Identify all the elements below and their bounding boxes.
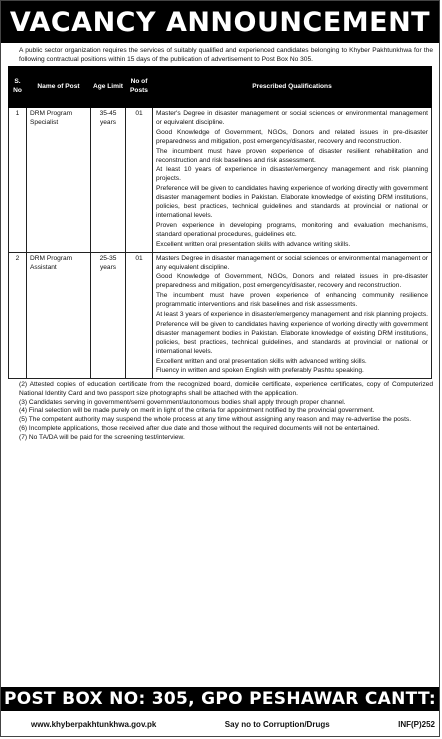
note-item: (5) The competent authority may suspend the whole process at any time without assigning any reason and may re-advertise the posts. (19, 416, 412, 424)
slogan-text: Say no to Corruption/Drugs (224, 719, 330, 729)
bottom-bar (1, 713, 439, 735)
qualification-item: Masters Degree in disaster management or social sciences or environmental management or any equivalent discipline. (156, 254, 428, 271)
header-post: Name of Post (27, 67, 91, 108)
row-sno: 1 (9, 108, 27, 253)
header-qualifications: Prescribed Qualifications (153, 67, 432, 108)
website-link[interactable]: www.khyberpakhtunkhwa.gov.pk (31, 719, 157, 729)
row-sno: 2 (9, 252, 27, 379)
qualification-item: Excellent written oral presentation skills with advance writing skills. (156, 240, 351, 248)
row-post: DRM Program Specialist (27, 108, 91, 253)
header-posts: No of Posts (126, 67, 153, 108)
qualification-item: The incumbent must have proven experience of disaster resilient rehabilitation and reconstruction and risk baselines and risk assessment. (156, 147, 428, 164)
intro-paragraph: A public sector organization requires the services of suitably qualified and experienced candidates belonging to Khyber Pakhtunkhwa for the following contractual positions within 15 days of the publication of advertisement to Post Box No 305. (19, 47, 433, 63)
qualification-item: Preference will be given to candidates having experience of working directly with government disaster management bodies in Pakistan. Elaborate knowledge of existing DRM institutions, policies, best practices, technical guidelines, and standards at provincial or national or international levels. (156, 320, 428, 355)
table-header-row (9, 67, 432, 108)
row-qualifications (153, 252, 432, 379)
qualification-item: Preference will be given to candidates having experience of working directly with government disaster management bodies in Pakistan. Elaborate knowledge of existing DRM institutions, policies, best practices, technical guidelines and standards at provincial or national or international levels. (156, 185, 428, 219)
row-posts: 01 (126, 252, 153, 379)
qualification-item: Fluency in written and spoken English with preferably Pashtu speaking. (156, 367, 364, 375)
note-item: (2) Attested copies of education certificate from the recognized board, domicile certificate, experience certificates, copy of Computerized National Identity Card and two passport size photographs shall be attached with the application. (19, 381, 433, 398)
note-item: (3) Candidates serving in government/semi government/autonomous bodies shall apply through proper channel. (19, 398, 346, 406)
header-sno: S. No (9, 67, 27, 108)
header-age: Age Limit (91, 67, 126, 108)
row-post: DRM Program Assistant (27, 252, 91, 379)
qualification-item: At least 3 years of experience in disaster/emergency management and risk planning projects. (156, 311, 428, 319)
qualification-item: Good Knowledge of Government, NGOs, Donors and related issues in pre-disaster preparedness and mitigation, post emergency/disaster, recovery and reconstruction. (156, 273, 428, 290)
row-posts: 01 (126, 108, 153, 253)
qualification-item: At least 10 years of experience in disaster/emergency management and risk planning projects. (156, 166, 428, 183)
table-row (9, 108, 432, 253)
page-title: VACANCY ANNOUNCEMENT (1, 1, 439, 43)
table-row (9, 252, 432, 379)
notes-section (1, 379, 439, 442)
row-age: 25-35 years (91, 252, 126, 379)
note-item: (4) Final selection will be made purely on merit in light of the criteria for appointment notified by the provincial government. (19, 407, 375, 415)
note-item: (7) No TA/DA will be paid for the screening test/interview. (19, 433, 185, 441)
qualification-item: Proven experience in developing programs, monitoring and evaluation mechanisms, standard operational procedures, guidelines etc. (156, 221, 428, 238)
vacancy-table (8, 66, 432, 379)
qualification-item: Excellent written and oral presentation skills with advanced writing skills. (156, 357, 367, 365)
qualification-item: Master's Degree in disaster management or social sciences or environmental management or equivalent discipline. (156, 110, 428, 126)
post-box-banner: POST BOX NO: 305, GPO PESHAWAR CANTT: (1, 687, 439, 711)
row-qualifications (153, 108, 432, 253)
qualification-item: Good Knowledge of Government, NGOs, Donors and related issues in pre-disaster preparedness and mitigation, post emergency/disaster, recovery and reconstruction. (156, 128, 428, 145)
qualification-item: The incumbent must have proven experience of enhancing community resilience programmatic interventions and risk baselines and risk assessments. (156, 292, 428, 309)
row-age: 35-45 years (91, 108, 126, 253)
ad-code: INF(P)252 (398, 719, 435, 729)
note-item: (6) Incomplete applications, those received after due date and those without the required documents will not be entertained. (19, 424, 380, 432)
